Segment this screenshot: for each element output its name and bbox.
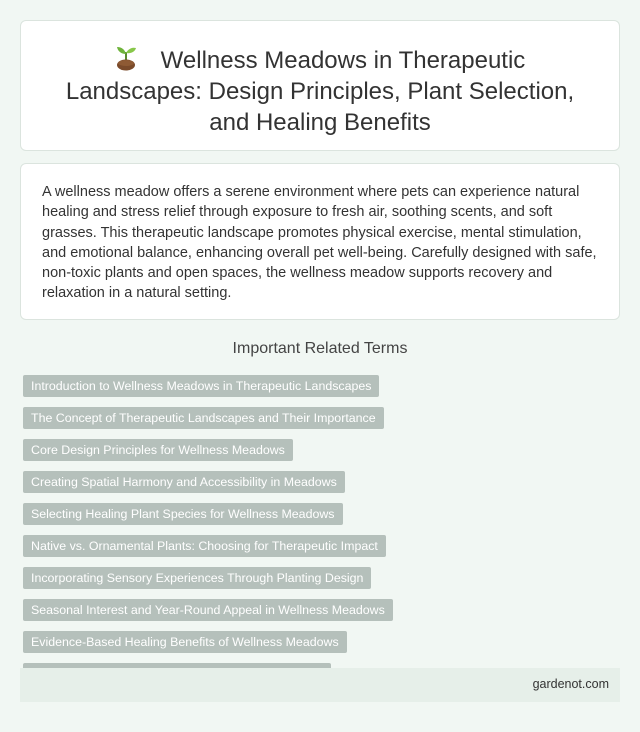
related-term-link[interactable]: Creating Spatial Harmony and Accessibility in Meadows — [23, 471, 345, 493]
related-term-link[interactable]: Selecting Healing Plant Species for Wellness Meadows — [23, 503, 343, 525]
related-terms-list — [23, 375, 613, 685]
description-card — [20, 163, 620, 320]
related-term-link[interactable]: Evidence-Based Healing Benefits of Wellness Meadows — [23, 631, 347, 653]
related-term-link[interactable]: Seasonal Interest and Year-Round Appeal in Wellness Meadows — [23, 599, 393, 621]
page-title-text: Wellness Meadows in Therapeutic Landscapes: Design Principles, Plant Selection, and Healing Benefits — [65, 47, 575, 136]
related-term-link[interactable]: Introduction to Wellness Meadows in Therapeutic Landscapes — [23, 375, 379, 397]
footer — [20, 668, 620, 702]
related-term-link[interactable]: Native vs. Ornamental Plants: Choosing for Therapeutic Impact — [23, 535, 386, 557]
footer-site-link[interactable]: gardenot.com — [532, 677, 609, 691]
related-term-link[interactable]: Incorporating Sensory Experiences Through Planting Design — [23, 567, 371, 589]
seedling-icon — [115, 45, 137, 71]
page-title — [51, 45, 589, 138]
description-text: A wellness meadow offers a serene environment where pets can experience natural healing and stress relief through exposure to fresh air, soothing scents, and soft grasses. This therapeutic landscape promotes physical exercise, mental stimulation, and emotional balance, enhancing overall pet well-being. Carefully designed with safe, non-toxic plants and open spaces, the wellness meadow supports recovery and relaxation in a natural setting. — [42, 184, 597, 302]
related-term-link[interactable]: Core Design Principles for Wellness Meadows — [23, 439, 293, 461]
title-card — [20, 20, 620, 151]
related-term-link[interactable]: The Concept of Therapeutic Landscapes and Their Importance — [23, 407, 384, 429]
related-terms-heading: Important Related Terms — [232, 340, 408, 357]
